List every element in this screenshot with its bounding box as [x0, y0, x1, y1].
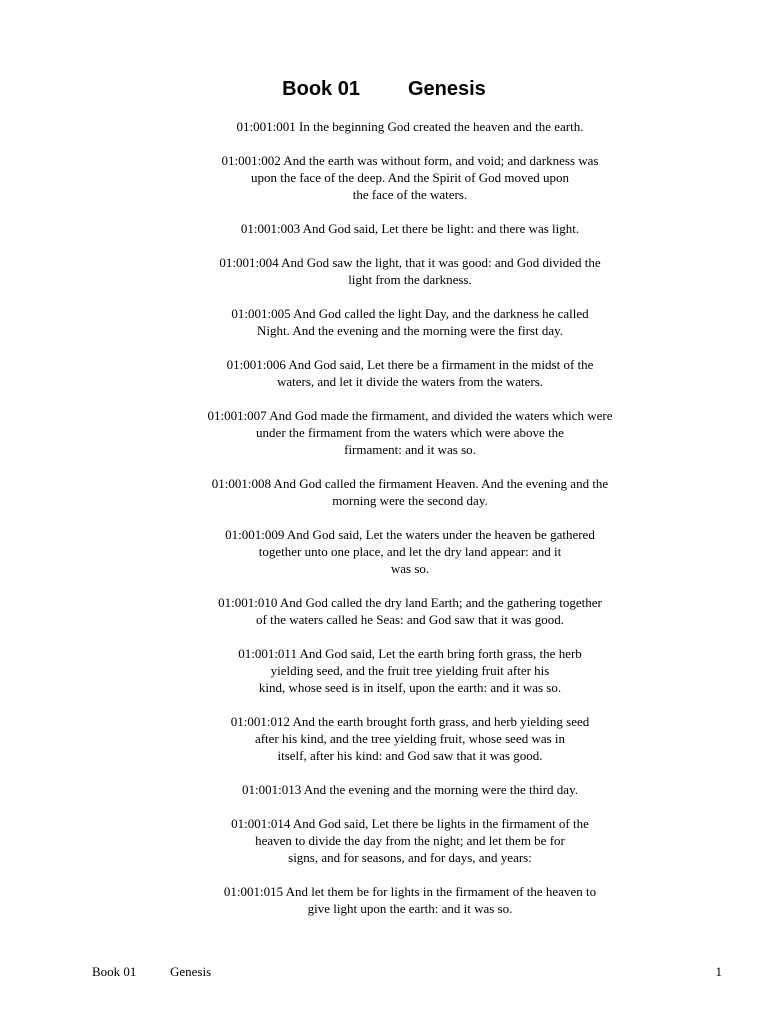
verse-paragraph — [150, 526, 670, 577]
verse-line: 01:001:012 And the earth brought forth grass, and herb yielding seed — [230, 714, 590, 729]
verse-line: kind, whose seed is in itself, upon the earth: and it was so. — [258, 680, 562, 695]
verse-line: 01:001:014 And God said, Let there be lights in the firmament of the — [231, 816, 589, 831]
verse-line: signs, and for seasons, and for days, and years: — [288, 850, 532, 865]
verse-line: under the firmament from the waters which were above the — [256, 425, 564, 440]
verse-line: 01:001:004 And God saw the light, that it was good: and God divided the — [219, 255, 601, 270]
verse-paragraph — [150, 152, 670, 203]
verse-line: heaven to divide the day from the night; and let them be for — [255, 833, 565, 848]
verse-line: was so. — [390, 561, 430, 576]
page-number: 1 — [715, 964, 722, 979]
verse-line: itself, after his kind: and God saw that it was good. — [277, 748, 543, 763]
verse-paragraph — [150, 118, 670, 135]
verse-paragraph — [150, 645, 670, 696]
verse-paragraph — [150, 305, 670, 339]
verse-line: 01:001:001 In the beginning God created the heaven and the earth. — [236, 119, 584, 134]
verse-line: 01:001:006 And God said, Let there be a firmament in the midst of the — [226, 357, 594, 372]
verse-line: of the waters called he Seas: and God saw that it was good. — [256, 612, 564, 627]
verse-line: 01:001:007 And God made the firmament, and divided the waters which were — [207, 408, 613, 423]
verse-paragraph — [150, 815, 670, 866]
verse-paragraph — [150, 407, 670, 458]
verse-line: 01:001:003 And God said, Let there be light: and there was light. — [240, 221, 580, 236]
verse-line: together unto one place, and let the dry land appear: and it — [258, 544, 562, 559]
verse-line: the face of the waters. — [352, 187, 468, 202]
verse-line: morning were the second day. — [332, 493, 488, 508]
verse-line: light from the darkness. — [348, 272, 472, 287]
title-book-name: Genesis — [407, 78, 486, 100]
footer-book: Book 01 — [92, 964, 137, 979]
verse-paragraph — [150, 254, 670, 288]
title-book: Book 01 — [282, 78, 360, 100]
verse-line: 01:001:015 And let them be for lights in the firmament of the heaven to — [223, 884, 597, 899]
verse-line: 01:001:010 And God called the dry land Earth; and the gathering together — [218, 595, 602, 610]
verse-paragraph — [150, 781, 670, 798]
verse-paragraph — [150, 220, 670, 237]
verse-line: firmament: and it was so. — [344, 442, 476, 457]
verse-line: after his kind, and the tree yielding fruit, whose seed was in — [254, 731, 566, 746]
verse-line: Night. And the evening and the morning were the first day. — [256, 323, 564, 338]
verse-line: give light upon the earth: and it was so. — [307, 901, 513, 916]
verse-line: 01:001:008 And God called the firmament Heaven. And the evening and the — [211, 476, 609, 491]
footer-book-name: Genesis — [170, 964, 212, 979]
verse-list — [150, 118, 670, 934]
verse-line: 01:001:013 And the evening and the morning were the third day. — [241, 782, 578, 797]
verse-paragraph — [150, 475, 670, 509]
verse-paragraph — [150, 356, 670, 390]
verse-paragraph — [150, 883, 670, 917]
verse-paragraph — [150, 713, 670, 764]
page-title — [0, 76, 768, 102]
verse-line: 01:001:011 And God said, Let the earth bring forth grass, the herb — [238, 646, 582, 661]
verse-line: 01:001:002 And the earth was without form, and void; and darkness was — [221, 153, 599, 168]
verse-line: 01:001:005 And God called the light Day, and the darkness he called — [231, 306, 589, 321]
verse-line: upon the face of the deep. And the Spirit of God moved upon — [250, 170, 570, 185]
verse-line: 01:001:009 And God said, Let the waters under the heaven be gathered — [225, 527, 595, 542]
verse-line: waters, and let it divide the waters from the waters. — [276, 374, 544, 389]
verse-paragraph — [150, 594, 670, 628]
verse-line: yielding seed, and the fruit tree yielding fruit after his — [270, 663, 550, 678]
